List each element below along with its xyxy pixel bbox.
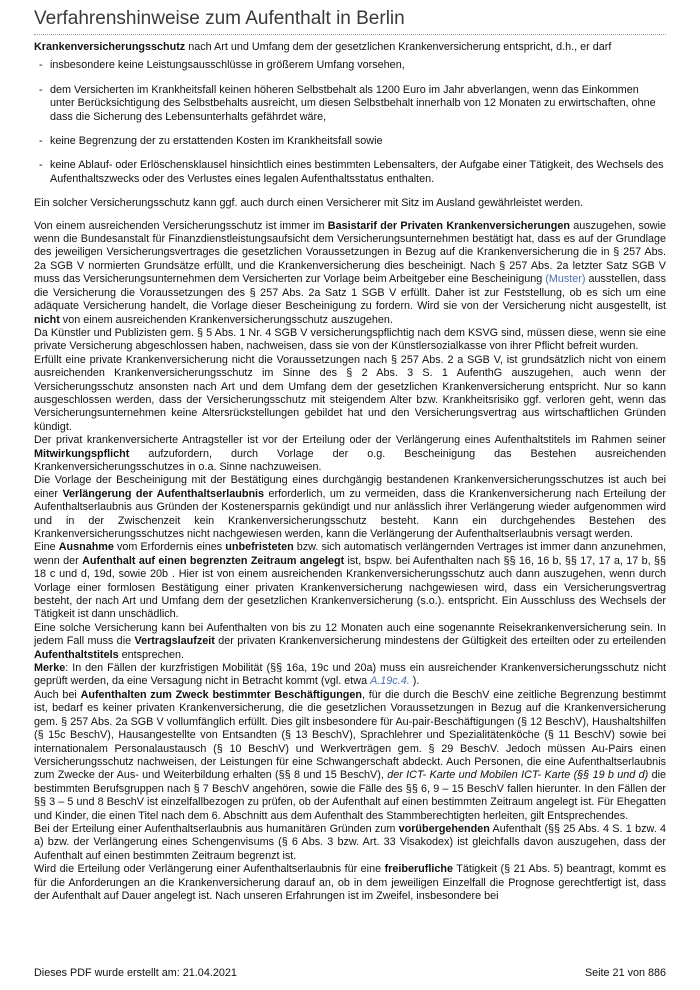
intro-paragraph	[34, 41, 666, 54]
list-item: - keine Begrenzung der zu erstattenden Kosten im Krankheitsfall sowie	[39, 135, 383, 148]
dash-bullet-icon: -	[39, 83, 43, 96]
page-number: Seite 21 von 886	[584, 967, 666, 979]
dash-bullet-icon: -	[39, 135, 43, 148]
page-footer	[34, 966, 666, 980]
muster-link[interactable]: (Muster)	[545, 273, 586, 286]
document-body	[34, 41, 666, 903]
paragraph-ausland: Ein solcher Versicherungsschutz kann ggf. auch durch einen Versicherer mit Sitz im Ausland gewährleistet werden.	[34, 197, 584, 210]
paragraph-humanitaer: Bei der Erteilung einer Aufenthaltserlaubnis aus humanitären Gründen zum vorübergehenden Aufenthalt (§§ 25 Abs. 4 S. 1 bzw. 4 a) bzw. der Verlängerung eines Schengenvisums (§ 6 Abs. 3 bzw. Art. 33 Visakodex) ist gleichfalls davon auszugehen, dass der Aufenthalt auf einen bestimmten Zeitraum begrenzt ist.	[34, 822, 666, 862]
pdf-created-date: Dieses PDF wurde erstellt am: 21.04.2021	[34, 967, 237, 979]
paragraph-beschaeftigungen: Auch bei Aufenthalten zum Zweck bestimmter Beschäftigungen, für die durch die BeschV eine zeitliche Begrenzung bestimmt ist, bedarf es keiner privaten Krankenversicherung, die die gesetzlichen Voraussetzungen in Bezug auf die Krankenversicherung gem. § 257 Abs. 2a SGB V vollumfänglich erfüllt. Dies gilt insbesondere für Au-pair-Beschäftigungen (§ 12 BeschV), Haushaltshilfen (§ 15c BeschV), Hausangestellte von Entsandten (§ 13 BeschV), Sprachlehrer und Spezialitätenköche (§ 11 BeschV) sowie bei internationalem Personalaustausch (§ 10 BeschV) und Werkverträgen gem. § 29 BeschV. Jedoch müssen Au-Pairs einen Versicherungsschutz nachweisen, der Leistungen für eine Schwangerschaft abdeckt. Auch Personen, die eine Aufenthaltserlaubnis zum Zwecke der Aus- und Weiterbildung erhalten (§§ 8 und 15 BeschV), der ICT- Karte und Mobilen ICT- Karte (§§ 19 b und d) die bestimmten Berufsgruppen nach § 7 BeschV angehören, sowie die Fälle des §§ 6, 9 – 15 BeschV fallen hierunter. In den Fällen der §§ 3 – 5 und 8 BeschV ist einzelfallbezogen zu prüfen, ob der Aufenthalt auf einen bestimmten Zeitraum angelegt ist. Für Ehegatten und Kinder, die einen Titel nach dem 6. Abschnitt aus dem Aufenthalt des Stammberechtigten herleiten, gilt Entsprechendes.	[34, 688, 666, 822]
list-item: - insbesondere keine Leistungsausschlüsse in größerem Umfang vorsehen,	[39, 59, 405, 72]
paragraph-voraussetzungen: Erfüllt eine private Krankenversicherung nicht die Voraussetzungen nach § 257 Abs. 2 a SGB V, ist grundsätzlich nicht von einem ausreichenden Krankenversicherungsschutz im Sinne des § 2 Abs. 3 S. 1 AufenthG auszugehen, auch wenn der Versicherungsschutz ansonsten nach Art und dem Umfang dem der gesetzlichen Krankenversicherung entspricht. Nur so kann ausgeschlossen werden, dass der Versicherungsschutz mit steigendem Alter bzw. Krankheitsrisiko ggf. verloren geht, wenn das Versicherungsunternehmen keine Altersrückstellungen gebildet hat und den Versicherungsvertrag aus wirtschaftlichen Gründen kündigt.	[34, 353, 666, 433]
paragraph-kuenstler: Da Künstler und Publizisten gem. § 5 Abs. 1 Nr. 4 SGB V versicherungspflichtig nach dem KSVG sind, müssen diese, wenn sie eine private Versicherung abgeschlossen haben, nachweisen, dass sie von der Künstlersozialkasse von ihrer Pflicht befreit wurden.	[34, 326, 666, 353]
paragraph-merke: Merke: In den Fällen der kurzfristigen Mobilität (§§ 16a, 19c und 20a) muss ein ausreichender Krankenversicherungsschutz nicht geprüft werden, da eine Versagung nicht in Betracht kommt (vgl. etwa A.19c.4. ).	[34, 662, 666, 688]
paragraph-verlaengerung: Die Vorlage der Bescheinigung mit der Bestätigung eines durchgängig bestandenen Krankenversicherungsschutzes ist auch bei einer Verlängerung der Aufenthaltserlaubnis erforderlich, um zu vermeiden, dass die Krankenversicherung nach Erteilung der Aufenthaltserlaubnis aus Gründen der Kostenersparnis gekündigt und nur anlässlich ihrer Verlängerung wieder aufgenommen wird und in der Zwischenzeit kein Krankenversicherungsschutz besteht. Kann ein durchgehendes Bestehen des Krankenversicherungsschutzes nicht nachgewiesen werden, kann die Verlängerung der Aufenthaltserlaubnis versagt werden.	[34, 474, 666, 540]
paragraph-freiberuflich: Wird die Erteilung oder Verlängerung einer Aufenthaltserlaubnis für eine freiberufliche Tätigkeit (§ 21 Abs. 5) beantragt, kommt es für die Anforderungen an die Krankenversicherung darauf an, ob in dem jeweiligen Einzelfall die Prognose gerechtfertigt ist, dass der Aufenthalt auf Dauer angelegt ist. Nach unseren Erfahrungen ist im Zweifel, insbesondere bei	[34, 863, 667, 902]
paragraph-reisekrankenversicherung: Eine solche Versicherung kann bei Aufenthalten von bis zu 12 Monaten auch eine sogenannte Reisekrankenversicherung sein. In jedem Fall muss die Vertragslaufzeit der privaten Krankenversicherung mindestens der Gültigkeit des erteilten oder zu erteilenden Aufenthaltstitels entsprechen.	[34, 621, 667, 661]
paragraph-basistarif: Von einem ausreichenden Versicherungsschutz ist immer im Basistarif der Privaten Krankenversicherungen auszugehen, sowie wenn die Bundesanstalt für Finanzdienstleistungsaufsicht dem Versicherungsunternehmen bestätigt hat, dass es auf der Grundlage des jeweiligen Versicherungsvertrages die gesetzlichen Voraussetzungen in Bezug auf die Krankenversicherung die in § 257 Abs. 2a SGB V normierten Grundsätze erfüllt, und die Krankenversicherung dies bescheinigt. Nach § 257 Abs. 2a letzter Satz SGB V muss das Versicherungsunternehmen dem Versicherten zur Vorlage beim Arbeitgeber eine Bescheinigung (Muster) ausstellen, dass die Versicherung die Voraussetzungen des § 257 Abs. 2a Satz 1 SGB V erfüllt. Daher ist zur Feststellung, ob es sich um eine adäquate Versicherung handelt, die Vorlage dieser Bescheinigung zu fordern. Wird sie von der Versicherung nicht ausgestellt, ist nicht von einem ausreichenden Krankenversicherungsschutz auszugehen.	[34, 219, 667, 326]
paragraph-mitwirkungspflicht: Der privat krankenversicherte Antragsteller ist vor der Erteilung oder der Verlängerung eines Aufenthaltstitels im Rahmen seiner Mitwirkungspflicht aufzufordern, durch Vorlage der o.g. Bescheinigung das Bestehen ausreichenden Krankenversicherungsschutzes in o.a. Sinne nachzuweisen.	[34, 434, 666, 473]
list-item: - dem Versicherten im Krankheitsfall keinen höheren Selbstbehalt als 1200 Euro im Jahr abverlangen, wenn das Einkommen unter Berücksichtigung des Selbstbehalts ausreicht, um diesen Selbstbehalt innerhalb von 12 Monaten zu erwirtschaften, ohne dass die Sicherung des Lebensunterhalts gefährdet wäre,	[39, 83, 656, 123]
reference-link-a19c4[interactable]: A.19c.4.	[370, 675, 410, 688]
dash-bullet-icon: -	[39, 59, 43, 72]
intro-text: nach Art und Umfang dem der gesetzlichen Krankenversicherung entspricht, d.h., er darf	[185, 41, 612, 53]
page-title: Verfahrenshinweise zum Aufenthalt in Berlin	[34, 6, 666, 35]
list-item: - keine Ablauf- oder Erlöschensklausel hinsichtlich eines bestimmten Lebensalters, der Aufgabe einer Tätigkeit, des Wechsels des Aufenthaltszwecks oder des Verlustes eines legalen Aufenthaltsstatus enthalten.	[39, 159, 664, 185]
intro-bold: Krankenversicherungsschutz	[34, 41, 186, 53]
paragraph-ausnahme: Eine Ausnahme vom Erfordernis eines unbefristeten bzw. sich automatisch verlängernden Vertrages ist immer dann anzunehmen, wenn der Aufenthalt auf einen begrenzten Zeitraum angelegt ist, bspw. bei Aufenthalten nach §§ 16, 16 b, §§ 17, 17 a, 17 b, §§ 18 c und d, 19d, sowie 20b . Hier ist von einem ausreichenden Krankenversicherungsschutz auch dann auszugehen, wenn durch Vorlage einer formlosen Bestätigung einer privaten Krankenversicherung nachgewiesen wird, dass ein Versicherungsvertrag besteht, der nach Art und Umfang dem der gesetzlichen Krankenversicherung (s.o.). entspricht. Ein Ausschluss des Wechsels der Tätigkeit ist dann unschädlich.	[34, 541, 667, 621]
dash-bullet-icon: -	[39, 159, 43, 172]
requirements-list	[34, 59, 666, 186]
